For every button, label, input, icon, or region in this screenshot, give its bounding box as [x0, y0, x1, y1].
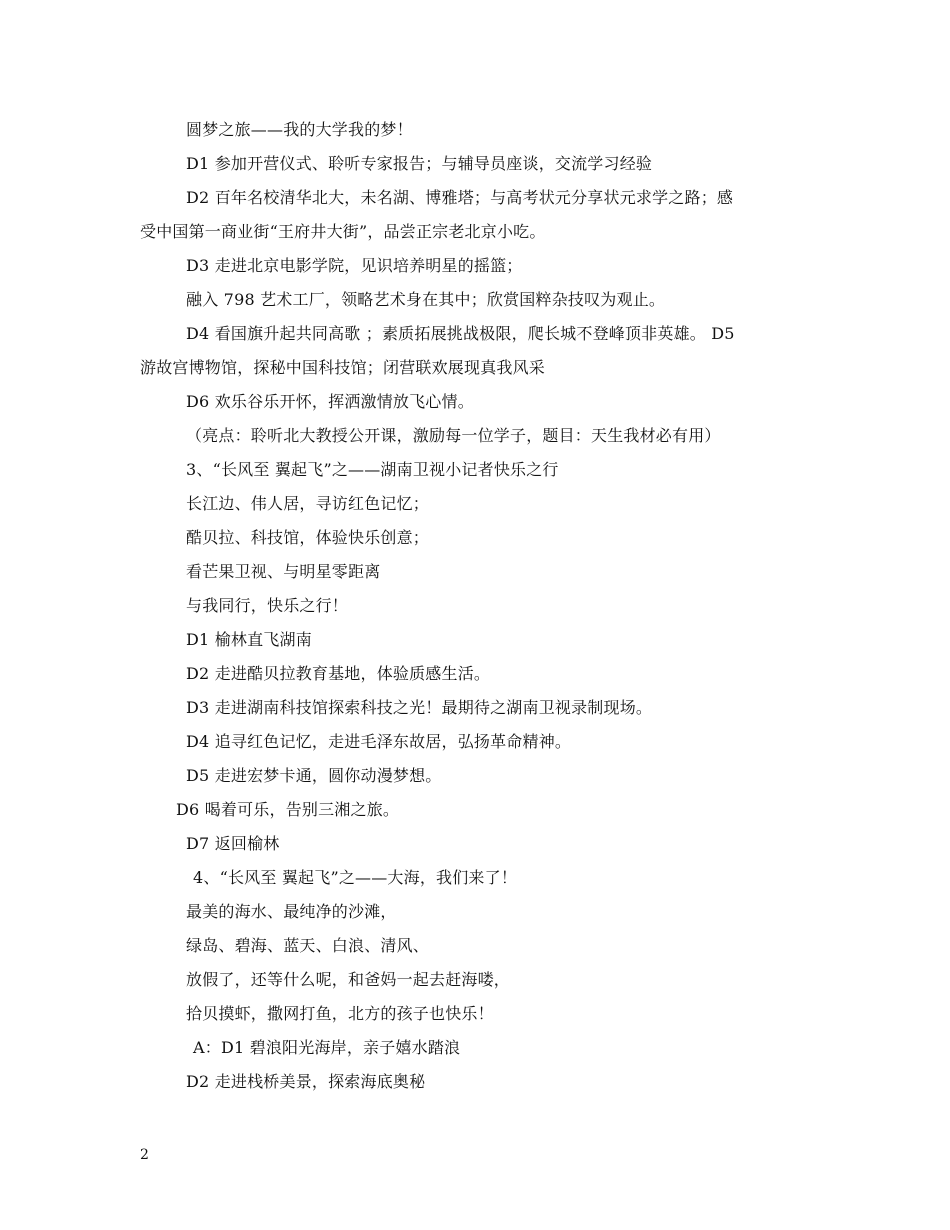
text-line: D6 欢乐谷乐开怀，挥洒激情放飞心情。	[186, 392, 474, 411]
text-line: A：D1 碧浪阳光海岸，亲子嬉水踏浪	[193, 1038, 461, 1057]
text-line: 游故宫博物馆，探秘中国科技馆；闭营联欢展现真我风采	[140, 358, 546, 377]
text-line: 看芒果卫视、与明星零距离	[186, 562, 381, 581]
text-line: 绿岛、碧海、蓝天、白浪、清风、	[186, 936, 430, 955]
text-line: 圆梦之旅——我的大学我的梦！	[186, 120, 413, 139]
text-line: 长江边、伟人居，寻访红色记忆；	[186, 494, 430, 513]
text-line: D3 走进北京电影学院，见识培养明星的摇篮；	[186, 256, 523, 275]
text-line: 拾贝摸虾，撒网打鱼，北方的孩子也快乐！	[186, 1004, 494, 1023]
text-line: D4 看国旗升起共同高歌 ；素质拓展挑战极限，爬长城不登峰顶非英雄。 D5	[186, 324, 735, 343]
text-line: 受中国第一商业街“王府井大街”，品尝正宗老北京小吃。	[140, 222, 546, 241]
text-line: D3 走进湖南科技馆探索科技之光！最期待之湖南卫视录制现场。	[186, 698, 653, 717]
text-line: D6 喝着可乐，告别三湘之旅。	[176, 800, 400, 819]
text-line: 与我同行，快乐之行！	[186, 596, 349, 615]
text-line: 放假了，还等什么呢，和爸妈一起去赶海喽，	[186, 970, 511, 989]
text-line: D4 追寻红色记忆，走进毛泽东故居，弘扬革命精神。	[186, 732, 572, 751]
text-line: D2 走进栈桥美景，探索海底奥秘	[186, 1072, 426, 1091]
text-line: D1 榆林直飞湖南	[186, 630, 312, 649]
text-line: 酷贝拉、科技馆，体验快乐创意；	[186, 528, 430, 547]
text-line: 融入 798 艺术工厂，领略艺术身在其中；欣赏国粹杂技叹为观止。	[186, 290, 666, 309]
text-line: D2 走进酷贝拉教育基地，体验质感生活。	[186, 664, 491, 683]
text-line: D5 走进宏梦卡通，圆你动漫梦想。	[186, 766, 442, 785]
text-line: D2 百年名校清华北大，未名湖、博雅塔；与高考状元分享状元求学之路；感	[186, 188, 734, 207]
page-number: 2	[140, 1147, 149, 1163]
text-line: 4、“长风至 翼起飞”之——大海，我们来了！	[193, 868, 518, 887]
text-line: D1 参加开营仪式、聆听专家报告；与辅导员座谈，交流学习经验	[186, 154, 653, 173]
text-line: 3、“长风至 翼起飞”之——湖南卫视小记者快乐之行	[186, 460, 559, 479]
text-line: 最美的海水、最纯净的沙滩，	[186, 902, 397, 921]
text-line: D7 返回榆林	[186, 834, 280, 853]
text-line: （亮点：聆听北大教授公开课，激励每一位学子，题目：天生我材必有用）	[186, 426, 721, 445]
